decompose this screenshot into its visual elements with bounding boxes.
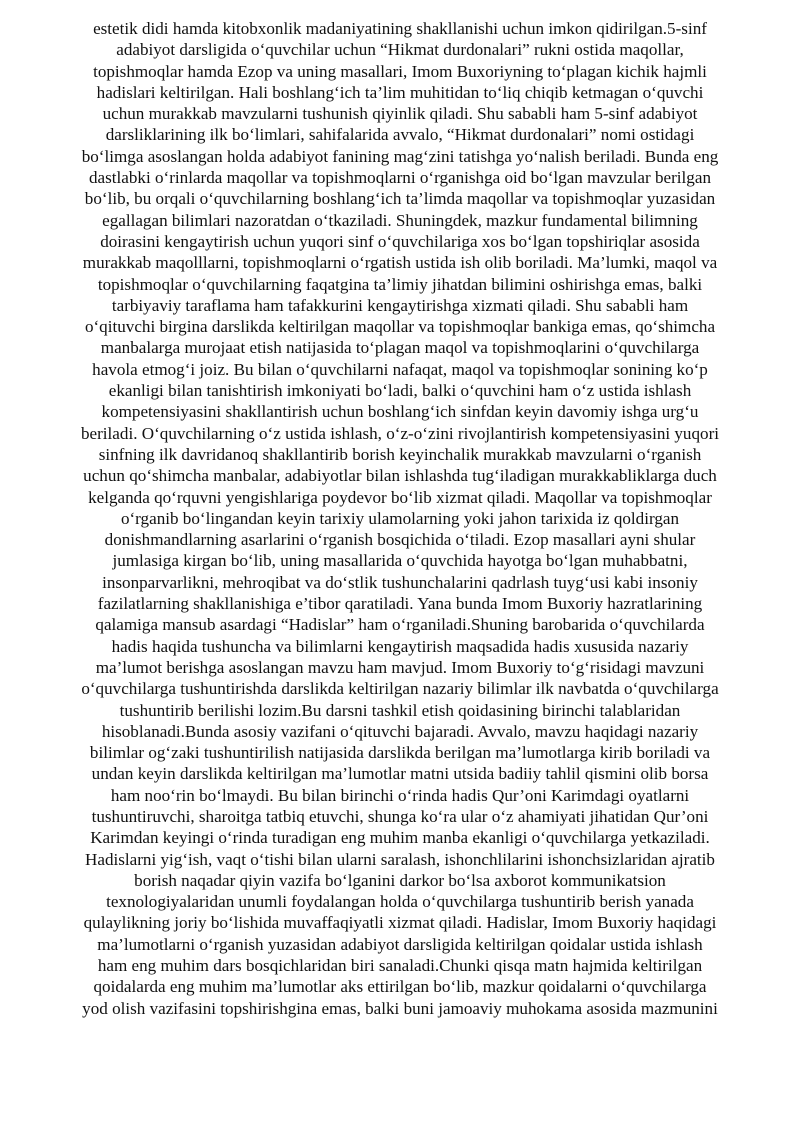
text-line: hadislari keltirilgan. Hali boshlang‘ich ta’lim muhitidan to‘liq chiqib ketmagan o‘quvchi [96,82,704,102]
text-line: doirasini kengaytirish uchun yuqori sinf o‘quvchilariga xos bo‘lgan topshiriqlar asosida [100,231,700,251]
text-line: darsliklarining ilk bo‘limlari, sahifalarida avvalo, “Hikmat durdonalari” nomi ostidagi [105,125,695,145]
text-line: ham noo‘rin bo‘lmaydi. Bu bilan birinchi o‘rinda hadis Qur’oni Karimdagi oyatlarni [110,785,690,805]
text-line: Hadislarni yig‘ish, vaqt o‘tishi bilan ularni saralash, ishonchlilarini ishonchsizlaridan ajratib [85,849,715,869]
text-line: undan keyin darslikda keltirilgan ma’lumotlar matni utsida badiiy tahlil qismini olib borsa [91,764,709,784]
text-line: estetik didi hamda kitobxonlik madaniyatining shakllanishi uchun imkon qidirilgan.5-sinf [93,19,707,38]
text-line: fazilatlarning shakllanishiga e’tibor qaratiladi. Yana bunda Imom Buxoriy hazratlarining [97,594,703,614]
text-line: texnologiyalaridan unumli foydalangan holda o‘quvchilarga tushuntirib berish yanada [106,892,694,912]
text-line: borish naqadar qiyin vazifa bo‘lganini darkor bo‘lsa axborot kommunikatsion [134,870,666,890]
text-line: beriladi. O‘quvchilarning o‘z ustida ishlash, o‘z-o‘zini rivojlantirish kompetensiyasini yuqori [80,423,720,443]
text-line: sinfning ilk davridanoq shakllantirib borish keyinchalik murakkab mavzularni o‘rganish [98,444,702,464]
text-line: kompetensiyasini shakllantirish uchun boshlang‘ich sinfdan keyin davomiy ishga urg‘u [101,402,699,422]
text-line: hadis haqida tushuncha va bilimlarni kengaytirish maqsadida hadis xususida nazariy [111,636,689,656]
text-line: murakkab maqolllarni, topishmoqlarni o‘rgatish ustida ish olib boriladi. Ma’lumki, maqol va [82,253,718,273]
text-line: tarbiyaviy taraflama ham tafakkurini kengaytirishga xizmati qiladi. Shu sababli ham [111,295,689,315]
text-line: tushuntirib berilishi lozim.Bu darsni tashkil etish qoidasining birinchi talablaridan [119,700,681,720]
text-line: hisoblanadi.Bunda asosiy vazifani o‘qituvchi bajaradi. Avvalo, mavzu haqidagi nazariy [101,721,699,741]
text-line: topishmoqlar o‘quvchilarning faqatgina ta’limiy jihatdan bilimini oshirishga emas, balki [97,274,703,294]
text-line: dastlabki o‘rinlarda maqollar va topishmoqlarni o‘rganishga oid bo‘lgan mavzular berilgan [88,168,711,188]
text-line: uchun qo‘shimcha manbalar, adabiyotlar bilan ishlashda tug‘iladigan murakkabliklarga duch [83,466,717,486]
text-line: ma’lumot berishga asoslangan mavzu ham mavjud. Imom Buxoriy to‘g‘risidagi mavzuni [95,657,705,677]
text-line: havola etmog‘i joiz. Bu bilan o‘quvchilarni nafaqat, maqol va topishmoqlar sonining ko‘p [92,359,708,379]
text-line: yod olish vazifasini topshirishgina emas, balki buni jamoaviy muhokama asosida mazmunini [82,998,718,1018]
text-line: ekanligi bilan tanishtirish imkoniyati bo‘ladi, balki o‘quvchini ham o‘z ustida ishlash [108,381,692,401]
document-body [44,18,756,1019]
text-line: manbalarga murojaat etish natijasida to‘plagan maqol va topishmoqlarini o‘quvchilarga [100,338,700,358]
text-line: tushuntiruvchi, sharoitga tatbiq etuvchi, shunga ko‘ra ular o‘z ahamiyati jihatidan Qur’oni [91,806,709,826]
text-line: insonparvarlikni, mehroqibat va do‘stlik tushunchalarini qadrlash tuyg‘usi kabi insoniy [102,572,698,592]
text-line: o‘qituvchi birgina darslikda keltirilgan maqollar va topishmoqlar bankiga emas, qo‘shimcha [84,317,716,337]
text-line: donishmandlarning asarlarini o‘rganish bosqichida o‘tiladi. Ezop masallari ayni shular [104,530,696,550]
text-line: o‘rganib bo‘lingandan keyin tarixiy ulamolarning yoki jahon tarixida iz qoldirgan [120,508,680,528]
text-line: egallagan bilimlari nazoratdan o‘tkaziladi. Shuningdek, mazkur fundamental bilimning [102,210,698,230]
text-line: qoidalarda eng muhim ma’lumotlar aks ettirilgan bo‘lib, mazkur qoidalarni o‘quvchilarga [93,977,707,997]
text-line: bilimlar og‘zaki tushuntirilish natijasida darslikda berilgan ma’lumotlarga kirib boriladi va [89,743,711,763]
text-line: uchun murakkab mavzularni tushunish qiyinlik qiladi. Shu sababli ham 5-sinf adabiyot [102,104,698,124]
text-line: qalamiga mansub asardagi “Hadislar” ham o‘rganiladi.Shuning barobarida o‘quvchilarda [95,615,705,635]
text-line: adabiyot darsligida o‘quvchilar uchun “Hikmat durdonalari” rukni ostida maqollar, [116,40,684,60]
text-line: bo‘limga asoslangan holda adabiyot fanining mag‘zini tatishga yo‘nalish beriladi. Bunda eng [81,146,719,166]
text-line: Karimdan keyingi o‘rinda turadigan eng muhim manba ekanligi o‘quvchilarga yetkaziladi. [90,828,710,848]
text-line: qulaylikning joriy bo‘lishida muvaffaqiyatli xizmat qiladi. Hadislar, Imom Buxoriy haqidagi [83,913,717,933]
text-line: kelganda qo‘rquvni yengishlariga poydevor bo‘lib xizmat qiladi. Maqollar va topishmoqlar [88,487,712,507]
text-line: jumlasiga kirgan bo‘lib, uning masallarida o‘quvchida hayotga bo‘lgan muhabbatni, [112,551,688,571]
text-line: topishmoqlar hamda Ezop va uning masallari, Imom Buxoriyning to‘plagan kichik hajmli [93,61,707,81]
text-line: ham eng muhim dars bosqichlaridan biri sanaladi.Chunki qisqa matn hajmida keltirilgan [97,956,703,976]
text-line: o‘quvchilarga tushuntirishda darslikda keltirilgan nazariy bilimlar ilk navbatda o‘quvchilarga [81,679,719,699]
text-line: ma’lumotlarni o‘rganish yuzasidan adabiyot darsligida keltirilgan qoidalar ustida ishlash [97,934,703,954]
text-line: bo‘lib, bu orqali o‘quvchilarning boshlang‘ich ta’limda maqollar va topishmoqlar yuzasidan [84,189,716,209]
